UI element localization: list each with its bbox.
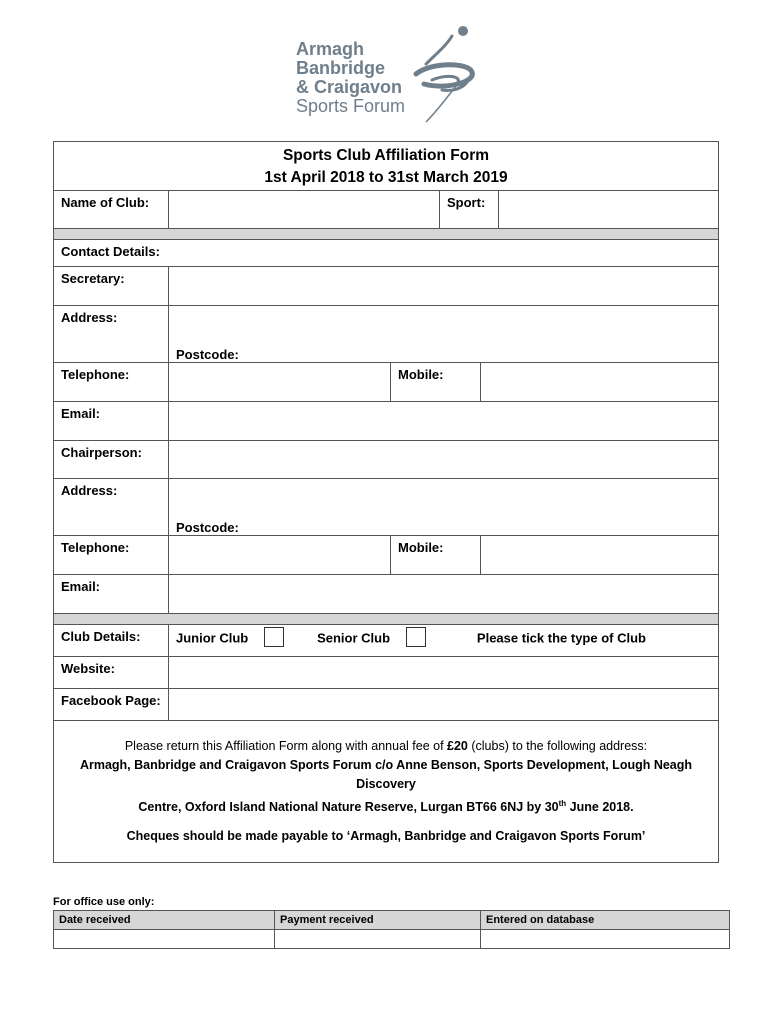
secretary-email-row <box>54 401 718 440</box>
website-label: Website: <box>61 661 115 676</box>
chairperson-field[interactable] <box>168 441 718 478</box>
mobile-field[interactable] <box>480 363 718 401</box>
swoosh-icon <box>406 24 486 124</box>
tick-instruction: Please tick the type of Club <box>476 630 646 646</box>
name-of-club-field[interactable] <box>168 191 439 228</box>
name-of-club-label: Name of Club: <box>61 195 150 210</box>
secretary-row <box>54 266 718 305</box>
logo-line-4: Sports Forum <box>296 96 406 116</box>
sports-forum-logo <box>296 24 486 124</box>
chairperson-address-row <box>54 478 718 535</box>
senior-club-label: Senior Club <box>317 630 391 646</box>
instructions-text: (clubs) to the following address: <box>467 739 648 753</box>
office-use-label: For office use only: <box>53 896 155 908</box>
facebook-field[interactable] <box>168 689 718 720</box>
date-suffix: th <box>558 799 567 808</box>
affiliation-form <box>53 141 719 863</box>
postcode-label: Postcode: <box>176 347 239 362</box>
secretary-phone-row <box>54 362 718 401</box>
separator <box>54 613 718 624</box>
payment-received-header: Payment received <box>275 911 481 930</box>
return-address: Armagh, Banbridge and Craigavon Sports Forum c/o Anne Benson, Sports Development, Lough Neagh Discovery <box>79 758 693 791</box>
form-title-line-1: Sports Club Affiliation Form <box>282 147 490 164</box>
date-received-field[interactable] <box>54 930 275 949</box>
club-details-label: Club Details: <box>61 629 141 644</box>
address-label: Address: <box>61 483 118 498</box>
form-title-line-2: 1st April 2018 to 31st March 2019 <box>264 169 508 186</box>
fee-amount: £20 <box>447 739 468 753</box>
form-title <box>54 142 718 190</box>
facebook-row <box>54 688 718 720</box>
secretary-address-row <box>54 305 718 362</box>
payment-received-field[interactable] <box>275 930 481 949</box>
telephone-label: Telephone: <box>61 367 130 382</box>
senior-club-checkbox[interactable] <box>406 627 426 647</box>
mobile-label: Mobile: <box>390 363 480 401</box>
chairperson-phone-row <box>54 535 718 574</box>
return-instructions <box>54 720 718 862</box>
entered-on-database-header: Entered on database <box>481 911 730 930</box>
chairperson-row <box>54 440 718 478</box>
website-field[interactable] <box>168 657 718 688</box>
cheque-instructions: Cheques should be made payable to ‘Armagh, Banbridge and Craigavon Sports Forum’ <box>126 829 646 844</box>
sport-field[interactable] <box>498 191 718 228</box>
sport-label: Sport: <box>439 191 498 228</box>
logo-line-3: & Craigavon <box>296 77 403 97</box>
logo-line-2: Banbridge <box>296 58 386 78</box>
club-name-row <box>54 190 718 228</box>
mobile-label: Mobile: <box>390 536 480 574</box>
entered-on-database-field[interactable] <box>481 930 730 949</box>
junior-club-checkbox[interactable] <box>264 627 284 647</box>
club-details-row <box>54 624 718 656</box>
logo-text <box>296 40 405 116</box>
secretary-label: Secretary: <box>61 271 125 286</box>
return-deadline: June 2018. <box>566 800 634 815</box>
contact-details-label: Contact Details: <box>61 244 160 259</box>
office-header-row <box>54 911 730 930</box>
contact-details-row <box>54 239 718 266</box>
email-label: Email: <box>61 406 101 421</box>
website-row <box>54 656 718 688</box>
chairperson-label: Chairperson: <box>61 445 142 460</box>
address-field[interactable] <box>168 306 718 362</box>
chairperson-email-row <box>54 574 718 613</box>
instructions-text: Please return this Affiliation Form along with annual fee of <box>124 739 448 753</box>
facebook-label: Facebook Page: <box>61 693 161 708</box>
telephone-label: Telephone: <box>61 540 130 555</box>
email-field[interactable] <box>168 402 718 440</box>
return-address: Centre, Oxford Island National Nature Reserve, Lurgan BT66 6NJ by 30 <box>138 800 559 815</box>
office-entry-row <box>54 930 730 949</box>
separator <box>54 228 718 239</box>
address-label: Address: <box>61 310 118 325</box>
logo-line-1: Armagh <box>296 39 365 59</box>
email-label: Email: <box>61 579 101 594</box>
address-field[interactable] <box>168 479 718 535</box>
mobile-field[interactable] <box>480 536 718 574</box>
telephone-field[interactable] <box>168 536 390 574</box>
postcode-label: Postcode: <box>176 520 239 535</box>
junior-club-label: Junior Club <box>176 630 249 646</box>
office-use-table <box>53 910 730 949</box>
secretary-field[interactable] <box>168 267 718 305</box>
telephone-field[interactable] <box>168 363 390 401</box>
date-received-header: Date received <box>54 911 275 930</box>
email-field[interactable] <box>168 575 718 613</box>
